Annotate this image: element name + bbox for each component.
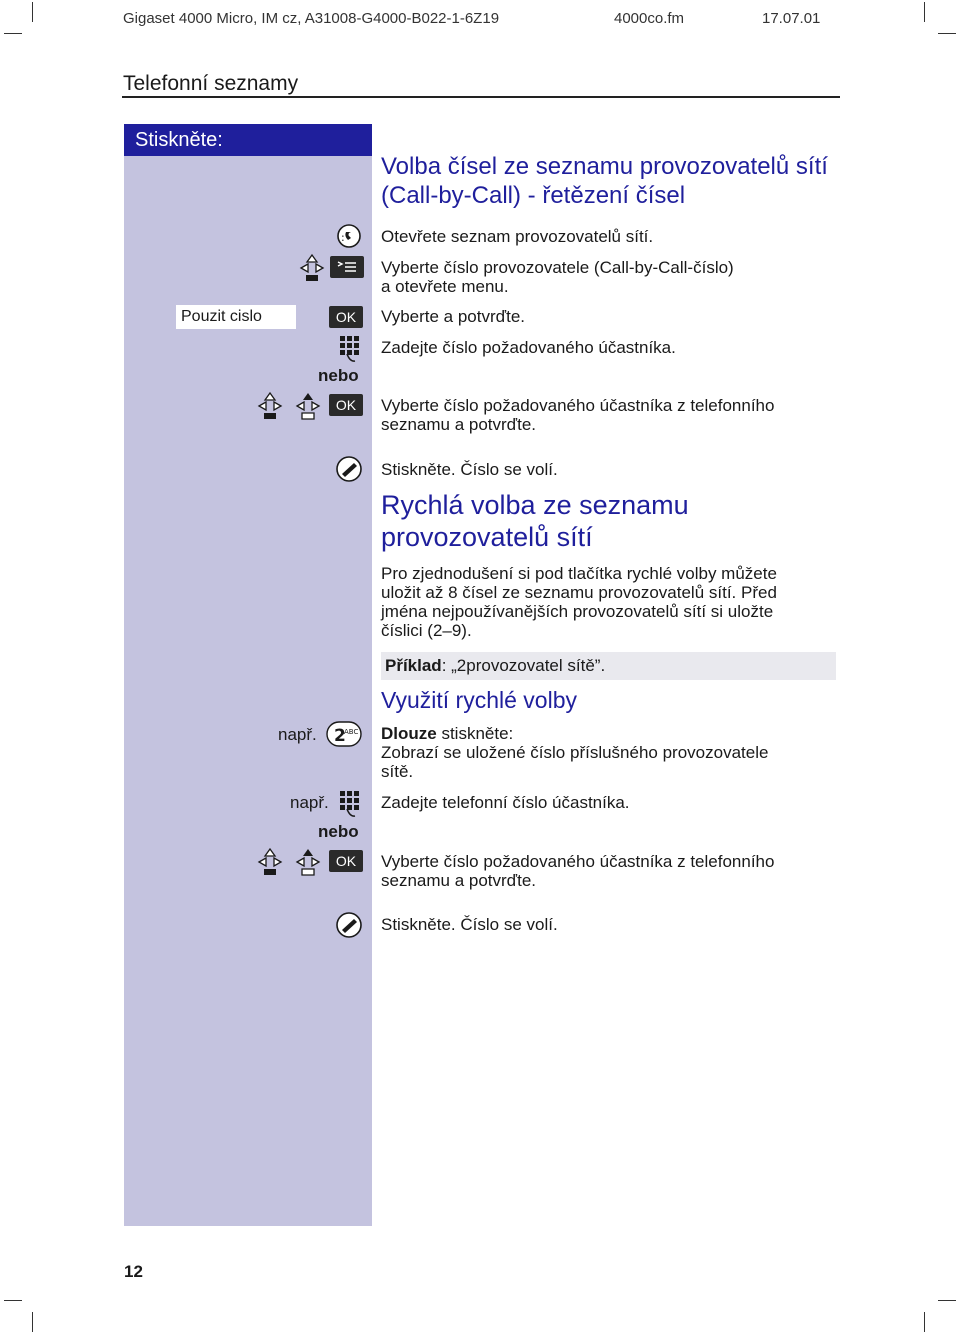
crop-mark — [32, 2, 33, 22]
keypad-icon — [338, 789, 362, 822]
step-line: seznamu a potvrďte. — [381, 415, 537, 434]
heading-line: (Call-by-Call) - řetězení čísel — [381, 182, 686, 209]
section-heading-call-by-call — [381, 152, 828, 210]
ok-button[interactable]: OK — [329, 394, 363, 416]
napr-label: např. — [290, 793, 329, 812]
example-text: : „2provozovatel sítě”. — [441, 656, 606, 675]
svg-text::: : — [341, 231, 345, 244]
menu-item-pouzit-cislo[interactable]: Pouzit cislo — [176, 305, 296, 329]
crop-mark — [32, 1312, 33, 1332]
step-text: Zadejte telefonní číslo účastníka. — [381, 793, 630, 812]
heading-line: provozovatelů sítí — [381, 522, 593, 552]
title-rule — [122, 96, 840, 98]
nebo-label: nebo — [318, 366, 359, 385]
emphasis: Dlouze — [381, 724, 437, 743]
key-digit: 2 — [334, 726, 346, 746]
keypad-icon — [338, 334, 362, 367]
crop-mark — [4, 1300, 22, 1301]
file-name: 4000co.fm — [614, 10, 685, 27]
heading-line: Volba čísel ze seznamu provozovatelů sítí — [381, 153, 828, 180]
navigation-key-icon — [294, 847, 322, 882]
step-line: Vyberte číslo požadovaného účastníka z telefonního — [381, 852, 775, 871]
step-text: Otevřete seznam provozovatelů sítí. — [381, 227, 654, 246]
section-title: Telefonní seznamy — [123, 72, 299, 95]
paragraph-line: jména nejpoužívanějších provozovatelů sítí si uložte — [381, 602, 774, 621]
step-text: Stiskněte. Číslo se volí. — [381, 460, 558, 479]
navigation-key-icon — [294, 391, 322, 426]
example-label: Příklad — [385, 656, 442, 675]
heading-line: Rychlá volba ze seznamu — [381, 490, 689, 520]
step-text — [381, 396, 774, 434]
step-text: Vyberte a potvrďte. — [381, 307, 526, 326]
step-text — [381, 724, 768, 781]
napr-label: např. — [278, 725, 317, 744]
navigation-key-icon — [256, 391, 284, 426]
step-line: Vyberte číslo provozovatele (Call-by-Call-číslo) — [381, 258, 734, 277]
talk-key-icon — [336, 912, 362, 943]
page-number: 12 — [124, 1262, 143, 1281]
ok-button[interactable]: OK — [329, 850, 363, 872]
navigation-key-icon — [256, 847, 284, 882]
step-line — [381, 724, 768, 743]
key-letters: ABC — [344, 728, 359, 736]
talk-key-icon — [336, 456, 362, 487]
ok-button[interactable]: OK — [329, 306, 363, 328]
crop-mark — [924, 2, 925, 22]
paragraph-line: uložit až 8 čísel ze seznamu provozovatelů sítí. Před — [381, 583, 777, 602]
section-heading-using-speed-dial: Využití rychlé volby — [381, 687, 577, 713]
step-text: Stiskněte. Číslo se volí. — [381, 915, 558, 934]
step-line: Zobrazí se uložené číslo příslušného provozovatele — [381, 743, 769, 762]
crop-mark — [938, 1300, 956, 1301]
step-text — [381, 852, 774, 890]
digit-2-key-icon — [326, 720, 362, 753]
step-text — [381, 258, 734, 296]
press-label: Stiskněte: — [124, 124, 372, 156]
step-line: Vyberte číslo požadovaného účastníka z telefonního — [381, 396, 775, 415]
section-heading-speed-dial — [381, 489, 689, 553]
step-line: a otevřete menu. — [381, 277, 509, 296]
step-line: seznamu a potvrďte. — [381, 871, 537, 890]
key-sidebar — [124, 124, 372, 1226]
doc-info: Gigaset 4000 Micro, IM cz, A31008-G4000-B022-1-6Z19 — [123, 10, 500, 27]
step-line-rest: stiskněte: — [436, 724, 514, 743]
nebo-label: nebo — [318, 822, 359, 841]
example-box — [381, 652, 836, 680]
provider-list-key-icon — [336, 224, 362, 253]
paragraph-line: Pro zjednodušení si pod tlačítka rychlé volby můžete — [381, 564, 777, 583]
step-text: Zadejte číslo požadovaného účastníka. — [381, 338, 676, 357]
section-paragraph — [381, 564, 777, 640]
crop-mark — [938, 33, 956, 34]
step-line: sítě. — [381, 762, 414, 781]
paragraph-line: číslici (2–9). — [381, 621, 472, 640]
menu-key-icon — [330, 256, 364, 283]
crop-mark — [4, 33, 22, 34]
navigation-key-icon — [298, 253, 326, 288]
doc-date: 17.07.01 — [762, 10, 821, 27]
crop-mark — [924, 1312, 925, 1332]
